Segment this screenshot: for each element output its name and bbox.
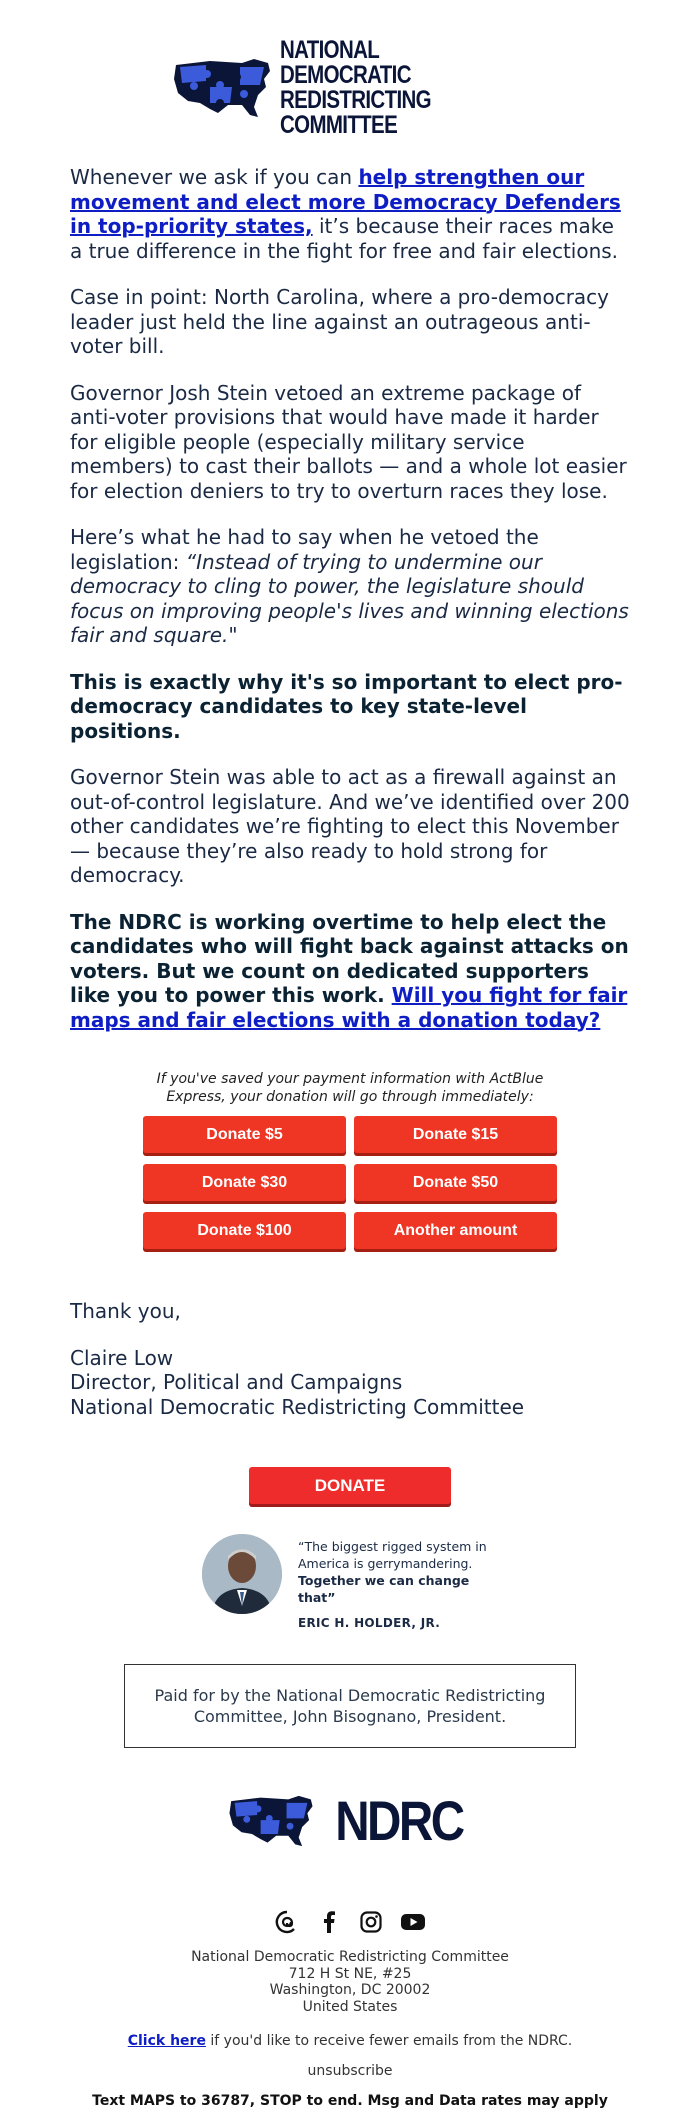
quote-line-1: “The biggest rigged system in America is gerrymandering. <box>298 1539 487 1571</box>
address-line-3: Washington, DC 20002 <box>269 1982 431 1998</box>
quote-author: ERIC H. HOLDER, JR. <box>298 1616 441 1630</box>
header <box>0 0 700 165</box>
donate-5-button[interactable]: Donate $5 <box>143 1116 346 1153</box>
donate-button[interactable]: DONATE <box>249 1467 451 1504</box>
donate-30-button[interactable]: Donate $30 <box>143 1164 346 1201</box>
p1-rest: it’s because their races make a true difference in the fight for free and fair elections. <box>70 214 619 263</box>
unsubscribe-link[interactable]: unsubscribe <box>307 2063 393 2079</box>
paragraph-7 <box>70 910 630 1033</box>
logo-wordmark <box>280 35 485 139</box>
p7-text: The NDRC is working overtime to help elect the candidates who will fight back against attacks on voters. But we count on dedicated supporters like you to power this work. <box>70 909 629 1007</box>
threads-icon[interactable] <box>274 1909 300 1935</box>
holder-avatar <box>202 1534 282 1614</box>
paragraph-4 <box>70 525 630 648</box>
paragraph-3: Governor Josh Stein vetoed an extreme package of anti-voter provisions that would have made it harder for eligible people (especially military service members) to cast their ballots — and a whole lot easier for election deniers to try to overturn races they lose. <box>70 380 627 503</box>
paid-for-disclaimer: Paid for by the National Democratic Redistricting Committee, John Bisognano, President. <box>124 1664 576 1748</box>
donate-100-button[interactable]: Donate $100 <box>143 1212 346 1249</box>
social-links <box>0 1909 700 1935</box>
quote-line-2: Together we can change that” <box>298 1573 470 1605</box>
another-amount-button[interactable]: Another amount <box>354 1212 557 1249</box>
signer-title: Director, Political and Campaigns <box>70 1370 403 1394</box>
ndrc-wordmark: NDRC <box>335 1789 463 1852</box>
stein-quote: “Instead of trying to undermine our democracy to cling to power, the legislature should focus on improving people's lives and winning elections fair and square." <box>70 549 629 647</box>
message-body <box>0 165 700 1032</box>
actblue-note: If you've saved your payment information with ActBlue Express, your donation will go through immediately: <box>156 1071 544 1105</box>
instagram-icon[interactable] <box>358 1909 384 1935</box>
logo-line-2: REDISTRICTING COMMITTEE <box>280 85 431 139</box>
donate-15-button[interactable]: Donate $15 <box>354 1116 557 1153</box>
thanks-text: Thank you, <box>70 1299 181 1323</box>
paragraph-1 <box>70 165 630 263</box>
youtube-icon[interactable] <box>400 1909 426 1935</box>
facebook-icon[interactable] <box>316 1909 342 1935</box>
donate-today-link[interactable]: Will you fight for fair maps and fair elections with a donation today? <box>70 983 628 1032</box>
donate-50-button[interactable]: Donate $50 <box>354 1164 557 1201</box>
mailing-address <box>0 1949 700 2015</box>
address-line-1: National Democratic Redistricting Committee <box>191 1949 509 1965</box>
portrait-image <box>202 1534 282 1614</box>
logo-line-1: NATIONAL DEMOCRATIC <box>280 35 411 89</box>
paragraph-5: This is exactly why it's so important to elect pro-democracy candidates to key state-level positions. <box>70 669 623 743</box>
address-line-2: 712 H St NE, #25 <box>288 1965 412 1982</box>
fewer-emails-text: if you'd like to receive fewer emails from the NDRC. <box>205 2033 573 2049</box>
fewer-emails-line <box>0 2033 700 2049</box>
p4-intro: Here’s what he had to say when he vetoed the legislation: <box>70 525 539 574</box>
us-puzzle-map-icon <box>226 1794 316 1848</box>
strengthen-movement-link[interactable]: help strengthen our movement and elect more Democracy Defenders in top-priority states, <box>70 165 621 238</box>
ndrc-footer-logo[interactable] <box>0 1789 700 1852</box>
sms-disclaimer: Text MAPS to 36787, STOP to end. Msg and Data rates may apply <box>92 2093 608 2109</box>
address-line-4: United States <box>302 1998 398 2015</box>
signoff <box>0 1299 700 1419</box>
signer-org: National Democratic Redistricting Committee <box>70 1394 525 1419</box>
p1-intro: Whenever we ask if you can <box>70 165 359 189</box>
us-puzzle-map-icon <box>170 57 274 119</box>
holder-quote <box>298 1534 508 1632</box>
donate-button-grid <box>143 1116 557 1249</box>
paragraph-6: Governor Stein was able to act as a firewall against an out-of-control legislature. And we’ve identified over 200 other candidates we’re fighting to elect this November — because they’re also ready to hold strong for democracy. <box>70 765 630 887</box>
holder-quote-block <box>0 1534 700 1632</box>
click-here-link[interactable]: Click here <box>127 2033 206 2049</box>
donate-section <box>0 1070 700 1249</box>
signer-name: Claire Low <box>70 1345 174 1370</box>
ndrc-logo[interactable] <box>170 35 530 139</box>
paragraph-2: Case in point: North Carolina, where a pro-democracy leader just held the line against an outrageous anti-voter bill. <box>70 285 610 358</box>
